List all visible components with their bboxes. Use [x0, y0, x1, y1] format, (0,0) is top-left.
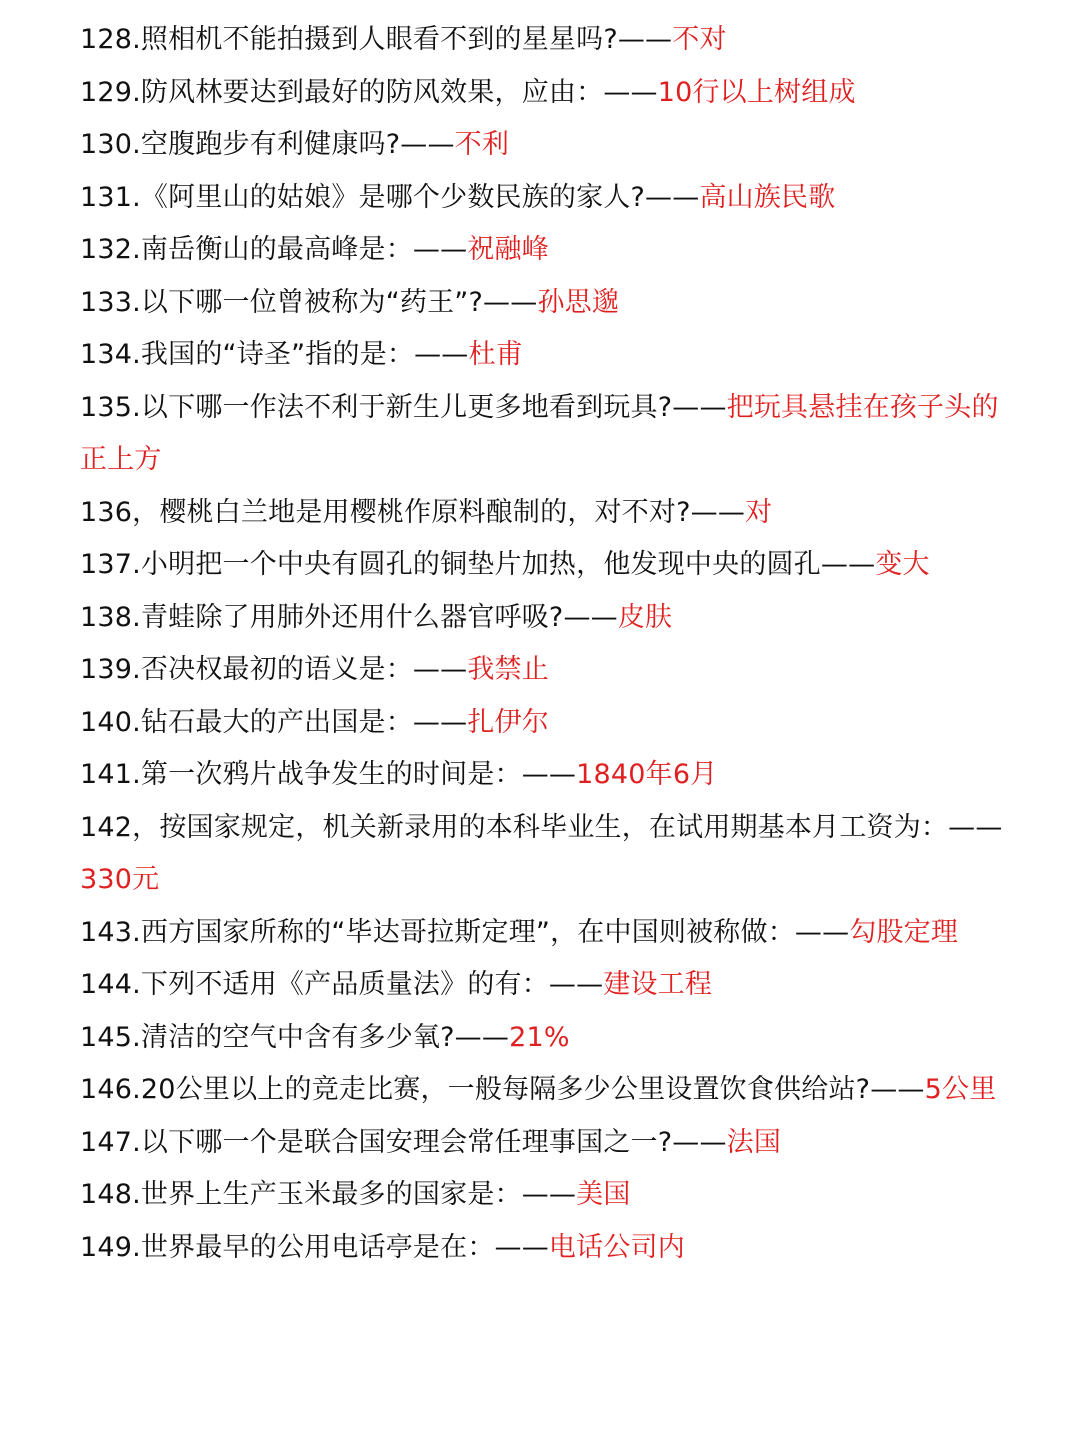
- quiz-item-146: [80, 1064, 1005, 1117]
- quiz-item-135: [80, 382, 1005, 487]
- question-text: 140.钻石最大的产出国是：——: [80, 706, 468, 738]
- quiz-item-130: [80, 119, 1005, 172]
- question-text: 141.第一次鸦片战争发生的时间是：——: [80, 759, 577, 790]
- quiz-item-144: [80, 959, 1005, 1012]
- quiz-item-129: [80, 67, 1005, 120]
- answer-text: 21%: [509, 1021, 570, 1053]
- answer-text: 皮肤: [617, 601, 673, 633]
- answer-text: 祝融峰: [467, 234, 549, 265]
- question-text: 144.下列不适用《产品质量法》的有：——: [80, 969, 604, 1000]
- quiz-item-145: [80, 1012, 1005, 1065]
- answer-text: 法国: [726, 1126, 782, 1158]
- quiz-item-140: [80, 697, 1005, 750]
- quiz-document: [80, 14, 1005, 1274]
- question-text: 130.空腹跑步有利健康吗?——: [80, 129, 455, 160]
- question-text: 132.南岳衡山的最高峰是：——: [80, 234, 468, 265]
- answer-text: 杜甫: [468, 339, 523, 370]
- question-text: 133.以下哪一位曾被称为“药王”?——: [80, 286, 538, 318]
- answer-text: 10行以上树组成: [657, 76, 856, 108]
- answer-text: 勾股定理: [849, 916, 959, 948]
- quiz-item-149: [80, 1222, 1005, 1275]
- answer-text: 扎伊尔: [467, 706, 549, 738]
- quiz-item-139: [80, 644, 1005, 697]
- question-text: 131.《阿里山的姑娘》是哪个少数民族的家人?——: [80, 181, 700, 213]
- question-text: 135.以下哪一作法不利于新生儿更多地看到玩具?——: [80, 391, 727, 423]
- quiz-item-148: [80, 1169, 1005, 1222]
- quiz-item-134: [80, 329, 1005, 382]
- quiz-item-133: [80, 277, 1005, 330]
- question-text: 129.防风林要达到最好的防风效果，应由：——: [80, 76, 658, 108]
- answer-text: 330元: [80, 864, 160, 895]
- answer-text: 对: [745, 496, 773, 528]
- quiz-item-138: [80, 592, 1005, 645]
- answer-text: 1840年6月: [576, 759, 718, 790]
- question-text: 128.照相机不能拍摄到人眼看不到的星星吗?——: [80, 24, 673, 55]
- question-text: 149.世界最早的公用电话亭是在：——: [80, 1231, 549, 1263]
- question-text: 146.20公里以上的竞走比赛，一般每隔多少公里设置饮食供给站?——: [80, 1074, 925, 1105]
- quiz-item-132: [80, 224, 1005, 277]
- quiz-item-147: [80, 1117, 1005, 1170]
- answer-text: 我禁止: [467, 654, 549, 685]
- quiz-item-142: [80, 802, 1005, 907]
- answer-text: 变大: [875, 549, 930, 580]
- answer-text: 不利: [454, 129, 510, 160]
- answer-text: 不对: [672, 24, 727, 55]
- answer-text: 孙思邈: [537, 286, 620, 318]
- answer-text: 电话公司内: [548, 1231, 685, 1263]
- question-text: 136，樱桃白兰地是用樱桃作原料酿制的，对不对?——: [80, 496, 746, 528]
- answer-text: 建设工程: [603, 969, 713, 1000]
- answer-text: 高山族民歌: [699, 181, 836, 213]
- question-text: 139.否决权最初的语义是：——: [80, 654, 468, 685]
- question-text: 147.以下哪一个是联合国安理会常任理事国之一?——: [80, 1126, 727, 1158]
- question-text: 137.小明把一个中央有圆孔的铜垫片加热，他发现中央的圆孔——: [80, 549, 876, 580]
- quiz-item-143: [80, 907, 1005, 960]
- question-text: 148.世界上生产玉米最多的国家是：——: [80, 1179, 577, 1210]
- answer-text: 把玩具悬挂在孩子头的正上方: [80, 391, 999, 475]
- question-text: 134.我国的“诗圣”指的是：——: [80, 339, 469, 370]
- question-text: 145.清洁的空气中含有多少氧?——: [80, 1021, 510, 1053]
- quiz-item-136: [80, 487, 1005, 540]
- question-text: 142，按国家规定，机关新录用的本科毕业生，在试用期基本月工资为：——: [80, 811, 1003, 843]
- answer-text: 美国: [576, 1179, 631, 1210]
- answer-text: 5公里: [924, 1074, 997, 1105]
- quiz-item-128: [80, 14, 1005, 67]
- quiz-item-137: [80, 539, 1005, 592]
- quiz-item-131: [80, 172, 1005, 225]
- question-text: 138.青蛙除了用肺外还用什么器官呼吸?——: [80, 601, 618, 633]
- question-text: 143.西方国家所称的“毕达哥拉斯定理”，在中国则被称做：——: [80, 916, 850, 948]
- quiz-item-141: [80, 749, 1005, 802]
